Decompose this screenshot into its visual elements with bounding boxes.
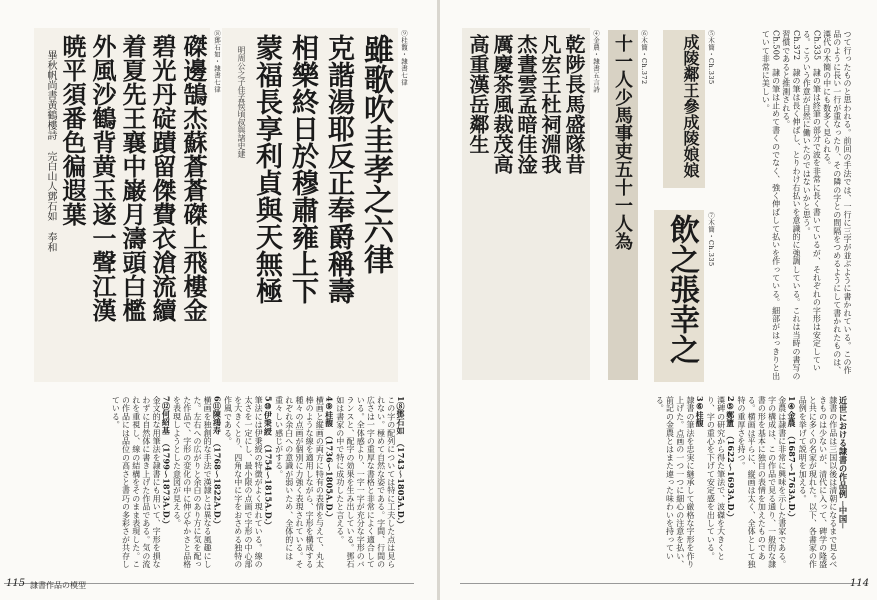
section-heading: 5⑩伊秉綬 （1754〜1815A.D.）: [263, 396, 274, 530]
figure-9-calligraphy: [222, 28, 398, 382]
calligraphy-column: 蒙福長享利貞與天無極: [251, 34, 282, 304]
calligraphy-column: 相樂終日於穆肅雍上下: [287, 34, 318, 304]
calligraphy-column: 碧光丹碇蹟留傑費衣滄流續: [148, 34, 177, 322]
figure-8-calligraphy: [34, 28, 210, 382]
paragraph: 金農は隷書に非常に興味を示した書家である。字の構成は、この作品で見る通り、一般的な隷書の形を基本に独自の表情を加えたものである。横画は平らに、縦画は太く、全体として独特の重厚さを持つ。: [736, 396, 787, 569]
calligraphy-column: 磔邊鵠杰蘇蒼蒼磔上飛樓金: [179, 34, 208, 322]
figure-7-wooden-slip: [654, 210, 704, 382]
calligraphy-column: 厲慶茶風裁茂高: [490, 34, 514, 174]
paragraph: この字の配列については特に工夫した点は見られない。極めて自然な姿である。字間、行間の広さは一字の重厚な書格と非常によく適合している。全体感より、一字一字が充分な字形のバランスと、配字の効果を生み出している。鄧石如は書家の中で特に成功したと言える。: [335, 396, 396, 569]
calligraphy-column: 克諧湯耶反正奉爵稱壽: [323, 34, 354, 304]
section-heading: 1⑧鄧石如 （1743〜1805A.D.）: [396, 396, 406, 529]
section-heading: 7⑫何紹基 （1799〜1873A.D.）: [161, 396, 172, 529]
right-upper-text: [720, 30, 852, 382]
calligraphy-column: 乾陟長馬盛隊昔: [562, 34, 586, 174]
running-title: 隷書作品の模型: [30, 581, 86, 590]
paragraph: 隷書の作品は三国以後は清朝になるまで見るべきものは少ないが、清代に入って、碑学の隆盛と共に多くの名家が現れた。以下、各書家の作品例を挙げて説明を加える。: [798, 396, 838, 569]
figure-9-caption: ⑨桂馥・隷書七律: [400, 30, 408, 86]
section-heading: 2⑤鄭簠 （1622〜1693A.D.）: [725, 396, 736, 522]
page-number: 114: [850, 578, 870, 589]
paragraph: 金文的な用筆法を隷書にも用いて、字形を損なわずに自然体に書き上げた作品である。気の流れを重視し、線の結構をそのまま表現した。この作品には品位の高さと書巧の多彩さが共存している。: [111, 396, 162, 569]
footer-rule: [460, 583, 860, 584]
page-number: 115: [6, 578, 26, 589]
calligraphy-column: 十一人少馬事吏五十一人為: [612, 34, 633, 250]
section-title: 近世における隷書の作品例 ─中国─: [838, 396, 848, 529]
paragraph: 横画を独創的な手法で漢隷とは異なる風趣にした。左右への広がりと余白のあり方に気を配った作品で、字形の変化の中に伸びやかさと品格を表現しようとした意図が見える。: [172, 396, 213, 569]
calligraphy-inscription: 明周公之子佳孟侯頃叔與諸史建: [237, 46, 246, 158]
figure-6-caption: ⑥木簡・Ch.372: [640, 30, 648, 85]
figure-4-calligraphy: [462, 28, 590, 380]
calligraphy-column: 暁平須番色徧遐葉: [58, 34, 87, 226]
calligraphy-column: 高重漢岳鄰生: [466, 34, 490, 154]
calligraphy-signature: 畢秋帆尚書黄鶴樓詩 完白山人鄧石如 奉和: [45, 50, 56, 252]
calligraphy-column: 凡宏王杜祠淵我: [538, 34, 562, 174]
section-heading: 4⑨桂馥 （1736〜1805A.D.）: [324, 396, 335, 522]
paragraph: 漢碑の研究から得た筆法で、波磔を大きくとり、字の重心を下げて安定感を出している。: [706, 396, 726, 560]
calligraphy-column: 雖歌吹圭孝之六律: [358, 34, 393, 274]
figure-4-caption: ④金農・隷書五言詩: [592, 30, 600, 93]
left-page: [0, 0, 437, 600]
figure-7-caption: ⑦木簡・Ch.335: [707, 212, 715, 267]
right-page: [440, 0, 877, 600]
calligraphy-column: 着夏先王襄中巌月濤頭白檻: [118, 34, 147, 322]
figure-8-caption: ⑧鄧石如・隷書七律: [213, 30, 221, 93]
figure-6-wooden-slip: [608, 30, 638, 380]
paragraph: Ch.335 隷の筆は終筆の部分で波を非常に長く書いているが、それぞれの字形は安定している。こういう作意が自然に働いたのではないかと思う。: [802, 30, 822, 372]
paragraph: つて行ったものと思われる。前回の手法では、一行に三字が並ぶように書かれている。この作品のように長い一行が重なったり、その隣の字との間隔をつめるようにして書かれたものは、漢代の木簡の中にも数多く見られる。: [822, 30, 852, 375]
paragraph: 筆法には伊秉綬の特徴がよく現れている。線の太さを一定にし、最小限の点画で字形の中心部を大きくとり、四角な中に字をおさめる独特の作風である。: [223, 396, 264, 569]
figure-5-wooden-slip: [663, 30, 705, 188]
figure-5-caption: ⑤木簡・Ch.335: [707, 30, 715, 85]
paragraph: Ch.500 隷の筆は止めて書くのでなく、強く伸ばして払いを作っている。細部がはっきりと出ていて非常に美しい。: [761, 30, 781, 381]
calligraphy-column: 飲之張幸之: [664, 214, 699, 364]
left-body-text: [34, 396, 406, 572]
paragraph: Ch.372 隷の筆は長く伸ばし、とりわけ右払いを意識的に強調している。これは当時の書写の習慣であると推測される。: [781, 30, 801, 381]
calligraphy-column: 成陵鄰王參成陵娘娘: [681, 34, 700, 178]
section-heading: 1④金農 （1687〜1763A.D.）: [786, 396, 797, 522]
calligraphy-column: 外風沙鶴背黄玉遂一聲江漢: [88, 34, 117, 322]
paragraph: 隷書の筆法を忠実に継承して厳格な字形を作り上げた。点画の一つ一つに細心の注意を払い、前記の金農とはまた違った味わいを持っている。: [655, 396, 695, 569]
section-heading: 3⑥桂馥: [695, 396, 706, 428]
paragraph: 横画と縦画の両方に特有の表情を与えて、丸太棒のような線を適用しながら、字形を構成する種々の点画が個別に力強く表現されている。それぞれ余白への意識が弱いため、全体的には重々しい感じがする。: [274, 396, 325, 569]
right-lower-text: [464, 396, 848, 572]
section-heading: 6⑪陳鴻寿 （1768〜1822A.D.）: [212, 396, 223, 529]
calligraphy-column: 杰晝雲孟暗佳淦: [514, 34, 538, 174]
